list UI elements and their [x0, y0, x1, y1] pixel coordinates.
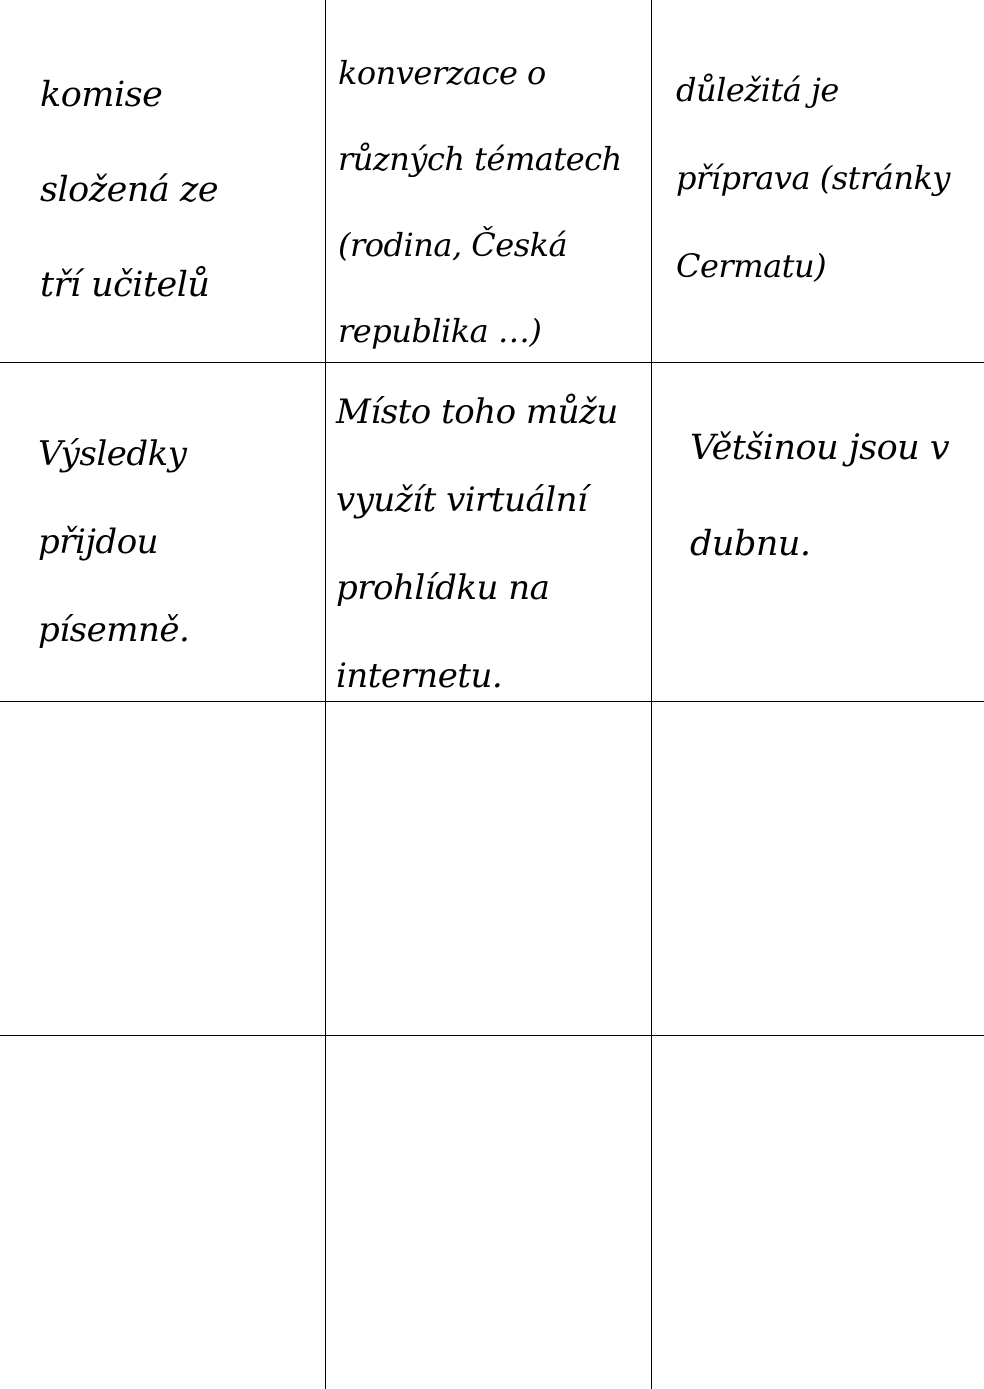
card-r2c3-text: Většinou jsou v dubnu. [690, 428, 950, 564]
card-r1c2-text: konverzace o různých tématech (rodina, Česká republika …) [338, 54, 622, 350]
column-divider-2 [651, 0, 652, 1389]
card-r2c1-text: Výsledky přijdou písemně. [38, 434, 190, 650]
card-r1c1-text: komise složená ze tří učitelů [40, 75, 219, 305]
card-r1c3-text: důležitá je příprava (stránky Cermatu) [676, 71, 950, 285]
column-divider-1 [325, 0, 326, 1389]
row-divider-3 [0, 1035, 984, 1036]
card-r2c2-text: Místo toho můžu využít virtuální prohlídku na internetu. [336, 392, 618, 696]
